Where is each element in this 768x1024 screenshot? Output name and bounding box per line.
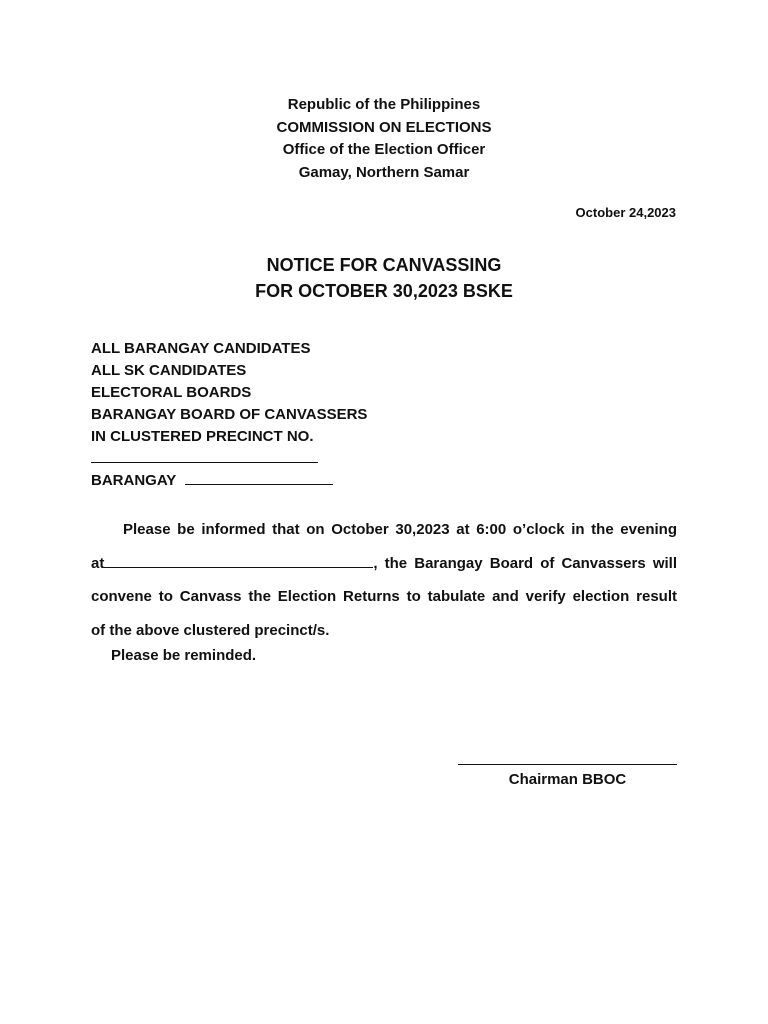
recipient-item: ALL BARANGAY CANDIDATES <box>91 340 311 357</box>
letterhead-location: Gamay, Northern Samar <box>298 163 470 181</box>
barangay-label: BARANGAY <box>91 472 177 489</box>
body-line-2-prefix: at <box>91 554 105 572</box>
body-line-2-suffix: , the Barangay Board of Canvassers will <box>373 554 677 572</box>
recipient-item: ELECTORAL BOARDS <box>91 384 252 401</box>
reminder-text: Please be reminded. <box>111 647 257 664</box>
title-line-1: NOTICE FOR CANVASSING <box>266 255 502 275</box>
signatory-title: Chairman BBOC <box>508 771 627 788</box>
recipient-item: ALL SK CANDIDATES <box>91 362 247 379</box>
body-line-1: Please be informed that on October 30,2023 at 6:00 o’clock in the evening <box>123 521 677 538</box>
barangay-row <box>91 470 367 492</box>
letterhead-office: Office of the Election Officer <box>282 141 486 158</box>
body-line-3: convene to Canvass the Election Returns to tabulate and verify election result <box>91 588 677 605</box>
signature-block <box>458 750 677 788</box>
document-title <box>0 252 768 304</box>
document-date: October 24,2023 <box>575 205 676 220</box>
recipient-item: BARANGAY BOARD OF CANVASSERS <box>91 406 368 423</box>
barangay-name-blank <box>185 472 333 485</box>
body-line-4: of the above clustered precinct/s. <box>91 621 330 639</box>
letterhead <box>0 94 768 184</box>
letterhead-commission: COMMISSION ON ELECTIONS <box>276 118 492 136</box>
recipient-list <box>91 338 367 492</box>
recipient-item: IN CLUSTERED PRECINCT NO. <box>91 428 314 445</box>
title-line-2: FOR OCTOBER 30,2023 BSKE <box>255 281 513 301</box>
body-line-2 <box>91 547 677 581</box>
precinct-number-blank <box>91 450 318 463</box>
precinct-number-blank-row <box>91 448 367 470</box>
signature-line <box>458 750 677 765</box>
venue-blank <box>104 555 373 568</box>
notice-body <box>91 513 677 647</box>
letterhead-republic: Republic of the Philippines <box>287 96 481 113</box>
